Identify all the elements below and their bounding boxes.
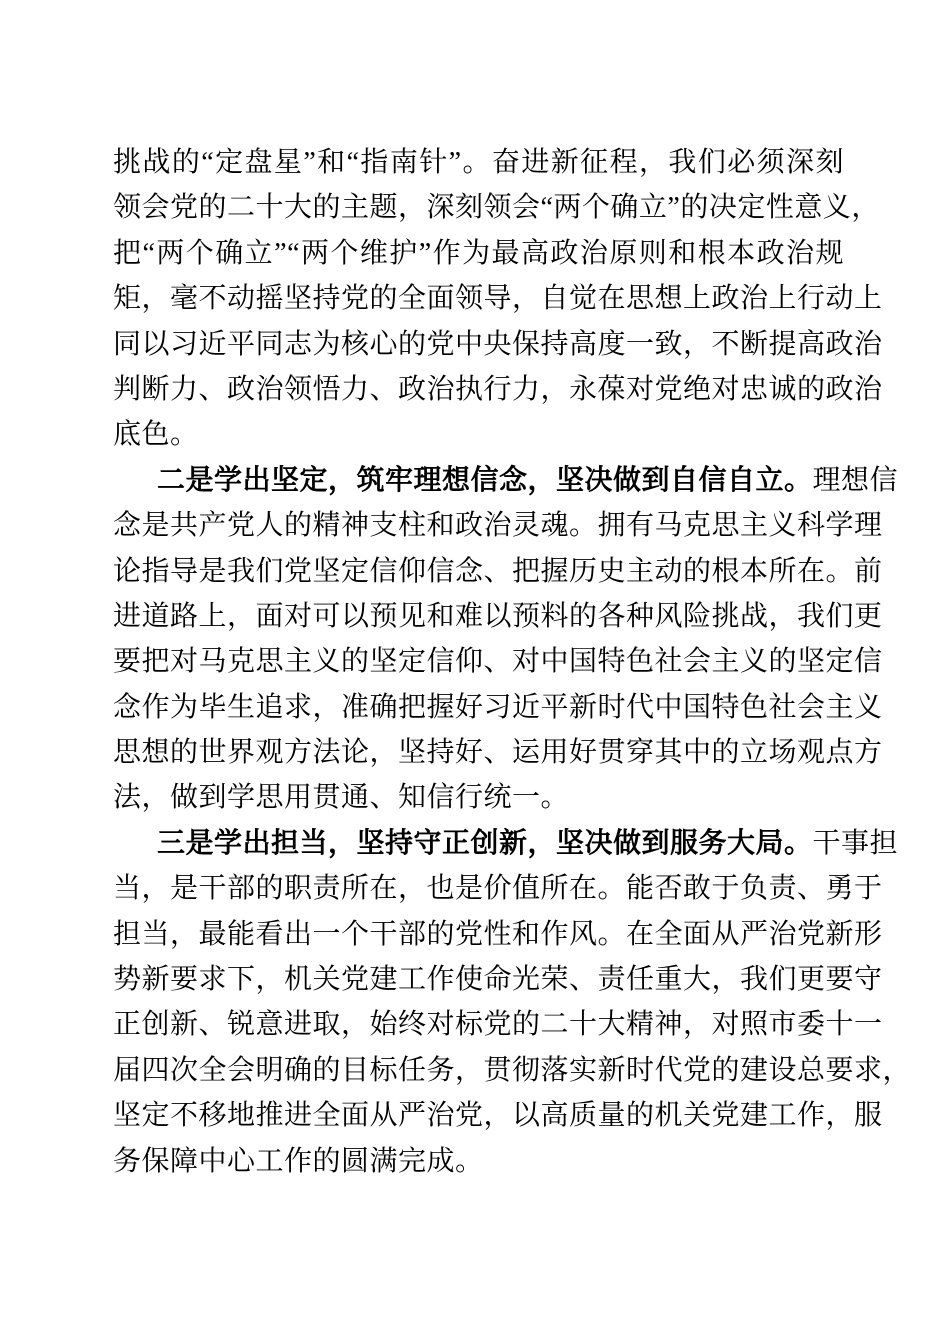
paragraph-2-line1-rest: 理想信 — [812, 464, 899, 496]
text-line: 同以习近平同志为核心的党中央保持高度一致，不断提高政治 — [113, 328, 883, 360]
paragraph-3 — [113, 821, 912, 1184]
text-line: 念作为毕生追求，准确把握好习近平新时代中国特色社会主义 — [113, 691, 883, 723]
paragraph-2-bold-lead: 二是学出坚定，筑牢理想信念，坚决做到自信自立。 — [157, 464, 813, 496]
text-line: 当，是干部的职责所在，也是价值所在。能否敢于负责、勇于 — [113, 873, 883, 905]
text-line: 坚定不移地推进全面从严治党，以高质量的机关党建工作，服 — [113, 1100, 883, 1132]
text-line: 矩，毫不动摇坚持党的全面领导，自觉在思想上政治上行动上 — [113, 283, 883, 315]
text-line: 务保障中心工作的圆满完成。 — [113, 1145, 484, 1177]
text-line: 挑战的“定盘星”和“指南针”。奋进新征程，我们必须深刻 — [113, 147, 844, 178]
text-line: 进道路上，面对可以预见和难以预料的各种风险挑战，我们更 — [113, 600, 883, 632]
text-line: 思想的世界观方法论，坚持好、运用好贯穿其中的立场观点方 — [113, 737, 883, 769]
paragraph-2 — [113, 458, 899, 821]
paragraph-1 — [113, 140, 883, 458]
text-line — [113, 821, 899, 866]
text-line: 担当，最能看出一个干部的党性和作风。在全面从严治党新形 — [113, 918, 883, 950]
text-line: 把“两个确立”“两个维护”作为最高政治原则和根本政治规 — [113, 237, 844, 269]
text-line: 领会党的二十大的主题，深刻领会“两个确立”的决定性意义， — [113, 192, 880, 224]
text-line: 判断力、政治领悟力、政治执行力，永葆对党绝对忠诚的政治 — [113, 373, 883, 405]
paragraph-3-line1-rest: 干事担 — [812, 827, 899, 859]
text-line: 底色。 — [113, 419, 199, 451]
paragraph-3-bold-lead: 三是学出担当，坚持守正创新，坚决做到服务大局。 — [157, 827, 813, 859]
text-line: 正创新、锐意进取，始终对标党的二十大精神，对照市委十一 — [113, 1009, 883, 1041]
text-line: 法，做到学思用贯通、知信行统一。 — [113, 782, 570, 814]
document-body-text — [113, 140, 912, 1184]
text-line: 论指导是我们党坚定信仰信念、把握历史主动的根本所在。前 — [113, 555, 883, 587]
text-line — [113, 458, 899, 503]
text-line: 要把对马克思主义的坚定信仰、对中国特色社会主义的坚定信 — [113, 646, 883, 678]
text-line: 念是共产党人的精神支柱和政治灵魂。拥有马克思主义科学理 — [113, 510, 883, 542]
text-line: 届四次全会明确的目标任务，贯彻落实新时代党的建设总要求， — [113, 1054, 912, 1086]
text-line: 势新要求下，机关党建工作使命光荣、责任重大，我们更要守 — [113, 964, 883, 996]
